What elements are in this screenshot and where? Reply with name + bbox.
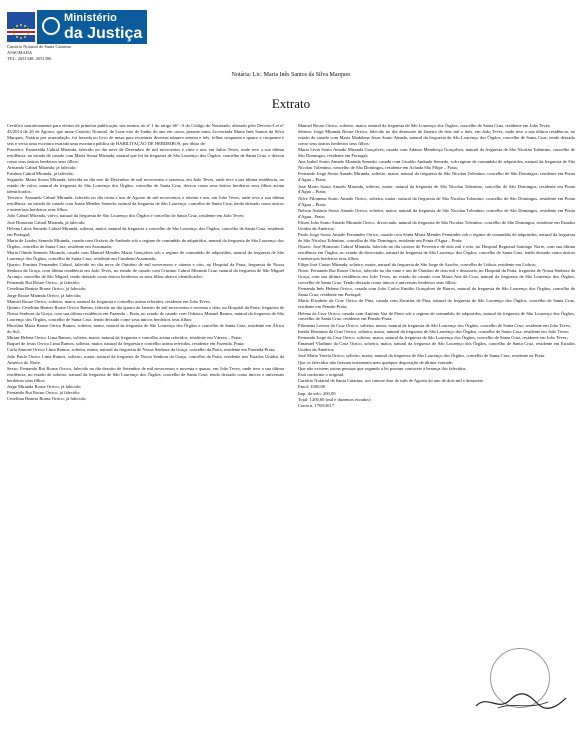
paragraph: Emanuel Vladimir da Cruz Orrico, solteiro, maior, natural da freguesia de São Lourenço dos Órgãos, concelho de Santa Cruz, residente em Estados Unidos da América; [298, 341, 575, 353]
document-title: Extrato [271, 96, 311, 111]
paragraph: Maria de Lurdes Semedo Miranda, casada com Octávio de Andrade sob o regime de comunhão de adquiridos, natural da freguesia de São Lourenço dos Órgãos, concelho de Santa Cruz, residente em Assomada; [7, 237, 284, 249]
paragraph: Certifico narrativamente para efeitos de primeira publicação, nos termos do nº 1 do artigo 66º -A do Código do Notariado, alterado pelo Decreto-Lei nº 45/2014 de 20 de Agosto, que neste Cartório Notarial, de Loue este de Junho do ano em curso, perante mim, Licenciada Maria Inês Santos da Silva Marques, Notária por acumulação, foi lavrada no livro de notas para escrituras diversas número setenta e três, folhas cinquenta e quatro a cinquenta e seis e verso uma escritura exarada uma escritura pública de HABILITAÇÃO DE HERDEIROS, por óbito de: [7, 123, 284, 146]
paragraph: Rhoslina Maria Rouse Orrico Ramos, solteira, maior, natural da freguesia de São Lourenço dos Órgãos e concelho de Santa Cruz, residente em África do Sul; [7, 322, 284, 334]
paragraph: Conta n. 1769/2017 [298, 403, 334, 408]
paragraph: Cartório Notarial de Santa Catarina, aos catorze dias do mês de Agosto do ano de dois mil e dezassete. [298, 378, 485, 384]
brand-line-2: da Justiça [64, 25, 143, 42]
paragraph: José Honorato Cabral Miranda, já falecido; [7, 219, 86, 225]
paragraph: Raquel de Jesus Orrico Lima Ramos, solteira, maior, natural da freguesia e concelho acima referidos, residente em Fazenda, Praia; [7, 341, 245, 347]
paragraph: Quarto: Ermínia Fernandes Cabral, falecido no dia nove de Outubro de mil novecentos e oitenta e oito, no Hospital da Praia, freguesia de Nossa Senhora da Graça, com última residência em João Teves, no estado de casado com Crimino Cabral Miranda Cruz, natural da freguesia de São Miguel Arcanjo, concelho de São Miguel, tendo deixado como únicos herdeiros os seus filhos abaixo identificados: [7, 262, 284, 279]
paragraph: José Mario Souto Amado Miranda, solteiro, maior, natural da freguesia de São Nicolau Tolentino, concelho de São Domingos, residente em Ponta d'Agua – Praia; [298, 183, 575, 195]
paragraph: Sétimo: Jorge Miranda Rouse Orrico, falecido no dia dezassete de Janeiro de dois mil e dois, em João Teves, onde teve a sua última residência, no estado de casado com Maria Madalena Jesus Souto Amado, natural da freguesia de São Lourenço dos Órgãos, concelho de Santa Cruz, tendo deixado como seus únicos herdeiros seus filhos: [298, 129, 575, 147]
paragraph: Jorge Rouse Miranda Orrico, já falecido; [7, 292, 82, 298]
paragraph: Helena da Cruz Orrico, casada com António Vaz de Pinto sob o regime de comunhão de adquiridos, natural da freguesia de São Lourenço dos Órgãos, concelho de Santa Cruz, residente em Pensão-Praia; [298, 310, 575, 322]
letterhead [7, 6, 567, 44]
paragraph: Fernando Jorge Souto Amado Miranda, solteiro, maior, natural da freguesia de São Nicolau Tolentino, concelho de São Domingos, residente em Ponta d'Agua – Praia; [298, 171, 575, 183]
paragraph: Fernando Rui Rouse Orrico, já falecido; [7, 280, 80, 286]
paragraph: Nono: Fernando Rui Rouse Orrico, falecido no dia vinte e um de Outubro de dois mil e dezasseis, no Hospital da Praia, freguesia de Nossa Senhora da Graça, com sua última residência em João Teves, no estado de casado com Maria Ana da Cruz, natural da freguesia de São Lourenço dos Órgãos, concelho de Santa Cruz. Tendo deixado como únicos e universais herdeiros seus filhos: [298, 268, 575, 286]
paragraph: Fernanda Inês Helena Orrico, casada com João Carlos Emídio Gonçalves de Barros, natural da freguesia de São Lourenço dos Órgãos, concelho de Santa Cruz, residente em Portugal; [298, 286, 575, 298]
paragraph: Helena Lúcia Semedo Cabral Miranda, solteira, maior, natural da freguesia e concelho de São Lourenço dos Órgãos, concelho de Santa Cruz, residente em Portugal; [7, 225, 284, 237]
brand-line-1: Ministério [64, 12, 117, 24]
paragraph: Segundo: Maria Sousa Miranda, falecida no dia sete de Dezembro de mil novecentos e sessenta, em João Teves, onde teve a sua última residência, no estado de viúva, natural da freguesia de São Lourenço dos Órgãos, concelho de Santa Cruz, deixou como seus únicos herdeiros seus filhos acima identificados. [7, 177, 284, 195]
paragraph: Está conforme o original. [298, 371, 345, 377]
paragraph: Manuel Rouse Orrico, solteiro, maior, natural da freguesia de São Lourenço dos Órgãos, concelho de Santa Cruz, residente em João Teves. [298, 123, 551, 128]
cape-verde-flag-icon [7, 12, 35, 42]
paragraph: Maria Elizabete da Cruz Orrico de Pina, casada com Zacarias de Pina, natural da freguesia de São Lourenço dos Órgãos, concelho de Santa Cruz, residente em Pensão-Praia; [298, 298, 575, 310]
paragraph: Ineida Herminia da Cruz Orrico, solteira, maior, natural da freguesia de São Lourenço dos Órgãos, concelho de Santa Cruz, residente em João Teves; [298, 328, 570, 334]
paragraph: Sexto: Fernando Rui Rouse Orrico, falecido no dia dezoito de Setembro de mil novecentos e noventa e quatro, em João Teves, onde teve a sua última residência, no estado de solteiro, natural da freguesia de São Lourenço dos Órgãos, concelho de Santa Cruz, tendo deixado como únicos e universais herdeiros seus filhos: [7, 365, 284, 383]
paragraph: Armando Cabral Miranda, já falecido; [7, 164, 77, 170]
paragraph: Ceseltina Beatriz Rouse Orrico, já falecida; [7, 396, 87, 402]
paragraph: Fernando Jorge da Cruz Orrico, solteiro, maior, natural da freguesia de São Lourenço dos Órgãos, concelho de Santa Cruz, residente em João Teves; [298, 335, 568, 341]
paragraph: Primeiro: Esmeralda Cabral Miranda, falecido no dia nove de Dezembro de mil novecentos e vinte e um, em Juliio Teves, onde teve a sua última residência, no estado de casado com Maria Sousa Miranda, natural que foi da freguesia de São Lourenço dos Órgãos, concelho de Santa Cruz, e deixou como seus únicos herdeiros seus filhos: [7, 146, 284, 164]
paragraph: Imp. do selo: 200,00 [298, 390, 336, 396]
paragraph: Maria Lívia Souto Amado Miranda Gonçalves, casada com Adauto Mendonça Gonçalves, natural da freguesia de São Nicolau Tolentino, concelho de São Domingos, residente em Portugal; [298, 147, 575, 159]
paragraph: Elisen João Souto Amado Miranda Orrico, divorciado, natural da freguesia de São Nicolau Tolentino, concelho de São Domingos, residente em Estados Unidos da América; [298, 219, 575, 231]
left-column [7, 123, 284, 402]
paragraph: Nilce Filomena Souto Amado Orrico, solteira, maior, natural da freguesia de São Nicolau Tolentino, concelho de São Domingos, residente em Ponta d'Agua – Praia; [298, 195, 575, 207]
office-name: Cartório Notarial de Santa Catarina [7, 44, 71, 49]
paragraph: Fernando Rui Rouse Orrico, já falecido; [7, 390, 80, 395]
office-phone: TEL: 2651348. 2651386 [7, 56, 52, 61]
paragraph: João Paulo Orrico Lima Ramos, solteiro, maior, natural da freguesia de Nossa Senhora da Graça, concelho da Praia, residente nos Estados Unidos da América do Norte. [7, 353, 284, 365]
paragraph: Mirian Helena Orrico Lima Ramos, solteira, maior, natural da freguesia e concelho acima referidos, residente em Várzea – Praia; [7, 335, 242, 341]
paragraph: Jorge Miranda Rouse Orrico, já falecido; [7, 383, 82, 389]
right-column [298, 123, 575, 409]
office-address [7, 44, 71, 62]
paragraph: Total: 1200,00 (mil e duzentos escudos) [298, 396, 371, 402]
notary-name: Notária: Lic. Maria Inês Santos da Silva Marques [231, 72, 351, 78]
paragraph: José Mario Varela Orrico, solteiro, maior, natural da freguesia de São Lourenço dos Órgãos, concelho de Santa Cruz, residente na Praia. [298, 353, 546, 359]
ministry-logo [37, 10, 147, 44]
paragraph: Emol: 1000,00 [298, 384, 326, 390]
signature-icon [468, 690, 572, 714]
paragraph: Maria Olinda Semedo Miranda, casada com Manuel Mendes Maria Gonçalves sob o regime de comunhão de adquiridos, natural da freguesia de São Lourenço dos Órgãos, concelho de Santa Cruz, residente em Cumbem/Assomada; [7, 250, 284, 261]
paragraph: Ana Isabel Souto Amado Miranda Semedo, casada com Gisaldo Andrade Semedo, sob regime de comunhão de adquiridos, natural da freguesia de São Nicolau Tolentino, concelho de São Domingos, residente em Achada São Filipe – Praia; [298, 159, 575, 171]
paragraph: Que os falecidos não fizeram testamento nem qualquer disposição de última vontade; [298, 359, 454, 365]
ministry-emblem-icon [42, 17, 60, 35]
paragraph: Que não existem outras pessoas que segundo a lei possam concorrer à herança dos falecidos. [298, 365, 467, 371]
paragraph: João Cabral Miranda, viúvo, natural da freguesia de São Lourenço dos Órgãos e concelho de Santa Cruz, residente em João Teves; [7, 213, 245, 219]
paragraph: Nelson António Souto Amado Orrico, solteiro, maior, natural da freguesia de São Nicolau Tolentino, concelho de São Domingos, residente em Ponta d'Agua– Praia; [298, 207, 575, 219]
paragraph: Paulo Jorge Souto Amado Fernandes Orrico, casado com Sónia Maria Mendes Fernandes sob o regime de comunhão de adquiridos, natural da freguesia de São Nicolau Tolentino, concelho de São Domingos, residente em Ponta d'Agua – Praia; [298, 231, 575, 243]
paragraph: Ceseltina Beatriz Rouse Orrico, já falecida; [7, 286, 87, 292]
paragraph: Manuel Rouse Orrico, solteiro, maior, natural da freguesia e concelho acima referidos, residente em João Teves; [7, 298, 211, 304]
notary-seal-icon [468, 640, 572, 724]
paragraph: Filipe José Castro Miranda, solteiro, maior, natural da freguesia de São Jorge de Arzobo, concelho de Lisboa, residente em Lisboa; [298, 262, 536, 268]
paragraph: Oitavo: José Honorato Cabral Miranda, falecido no dia catorze de Fevereiro de dois mil e oito, no Hospital Regional Santiago Norte, com sua última residência em Órgãos, no estado de divorciado, natural da freguesia de São Lourenço dos Órgãos, concelho de Santa Cruz, tendo deixado como únicos e universais herdeiros seus filhos: [298, 244, 575, 261]
paragraph: Filomena Leonor da Cruz Orrico, solteira, maior, natural da freguesia de São Lourenço dos Órgãos, concelho de Santa Cruz, residente em João Teves; [298, 322, 571, 328]
paragraph: Terceiro: Armando Cabral Miranda, falecido no dia trinta e um de Agosto de mil novecentos e oitenta e um, em João Teves, onde teve a sua última residência, no estado de casado com Joana Mendes Semedo, natural da freguesia de São Lourenço, concelho de Santa Cruz, tendo deixado como únicos e universais herdeiros seus filhos: [7, 195, 284, 213]
paragraph: Quinto: Ceseltina Beatriz Rouse Orrico Ramos, falecida no dia quatro de Janeiro de mil novecentos e noventa e dois, no Hospital da Praia, freguesia de Nossa Senhora da Graça, com sua última residência em Fazenda – Praia, no estado de casado com Osbasco Manuel Ramos, natural da freguesia de São Lourenço dos Órgãos, concelho de Santa Cruz, tendo deixado como seus únicos herdeiros seus filhos: [7, 304, 284, 322]
paragraph: Ermínia Cabral Miranda, já falecida; [7, 171, 74, 177]
paragraph: Carla Simone Orrico Lima Ramos, solteira, maior, natural da freguesia de Nossa Senhora da Graça, concelho da Praia, residente em Fazenda-Praia; [7, 347, 276, 353]
office-town: ASSOMADA [7, 50, 33, 55]
